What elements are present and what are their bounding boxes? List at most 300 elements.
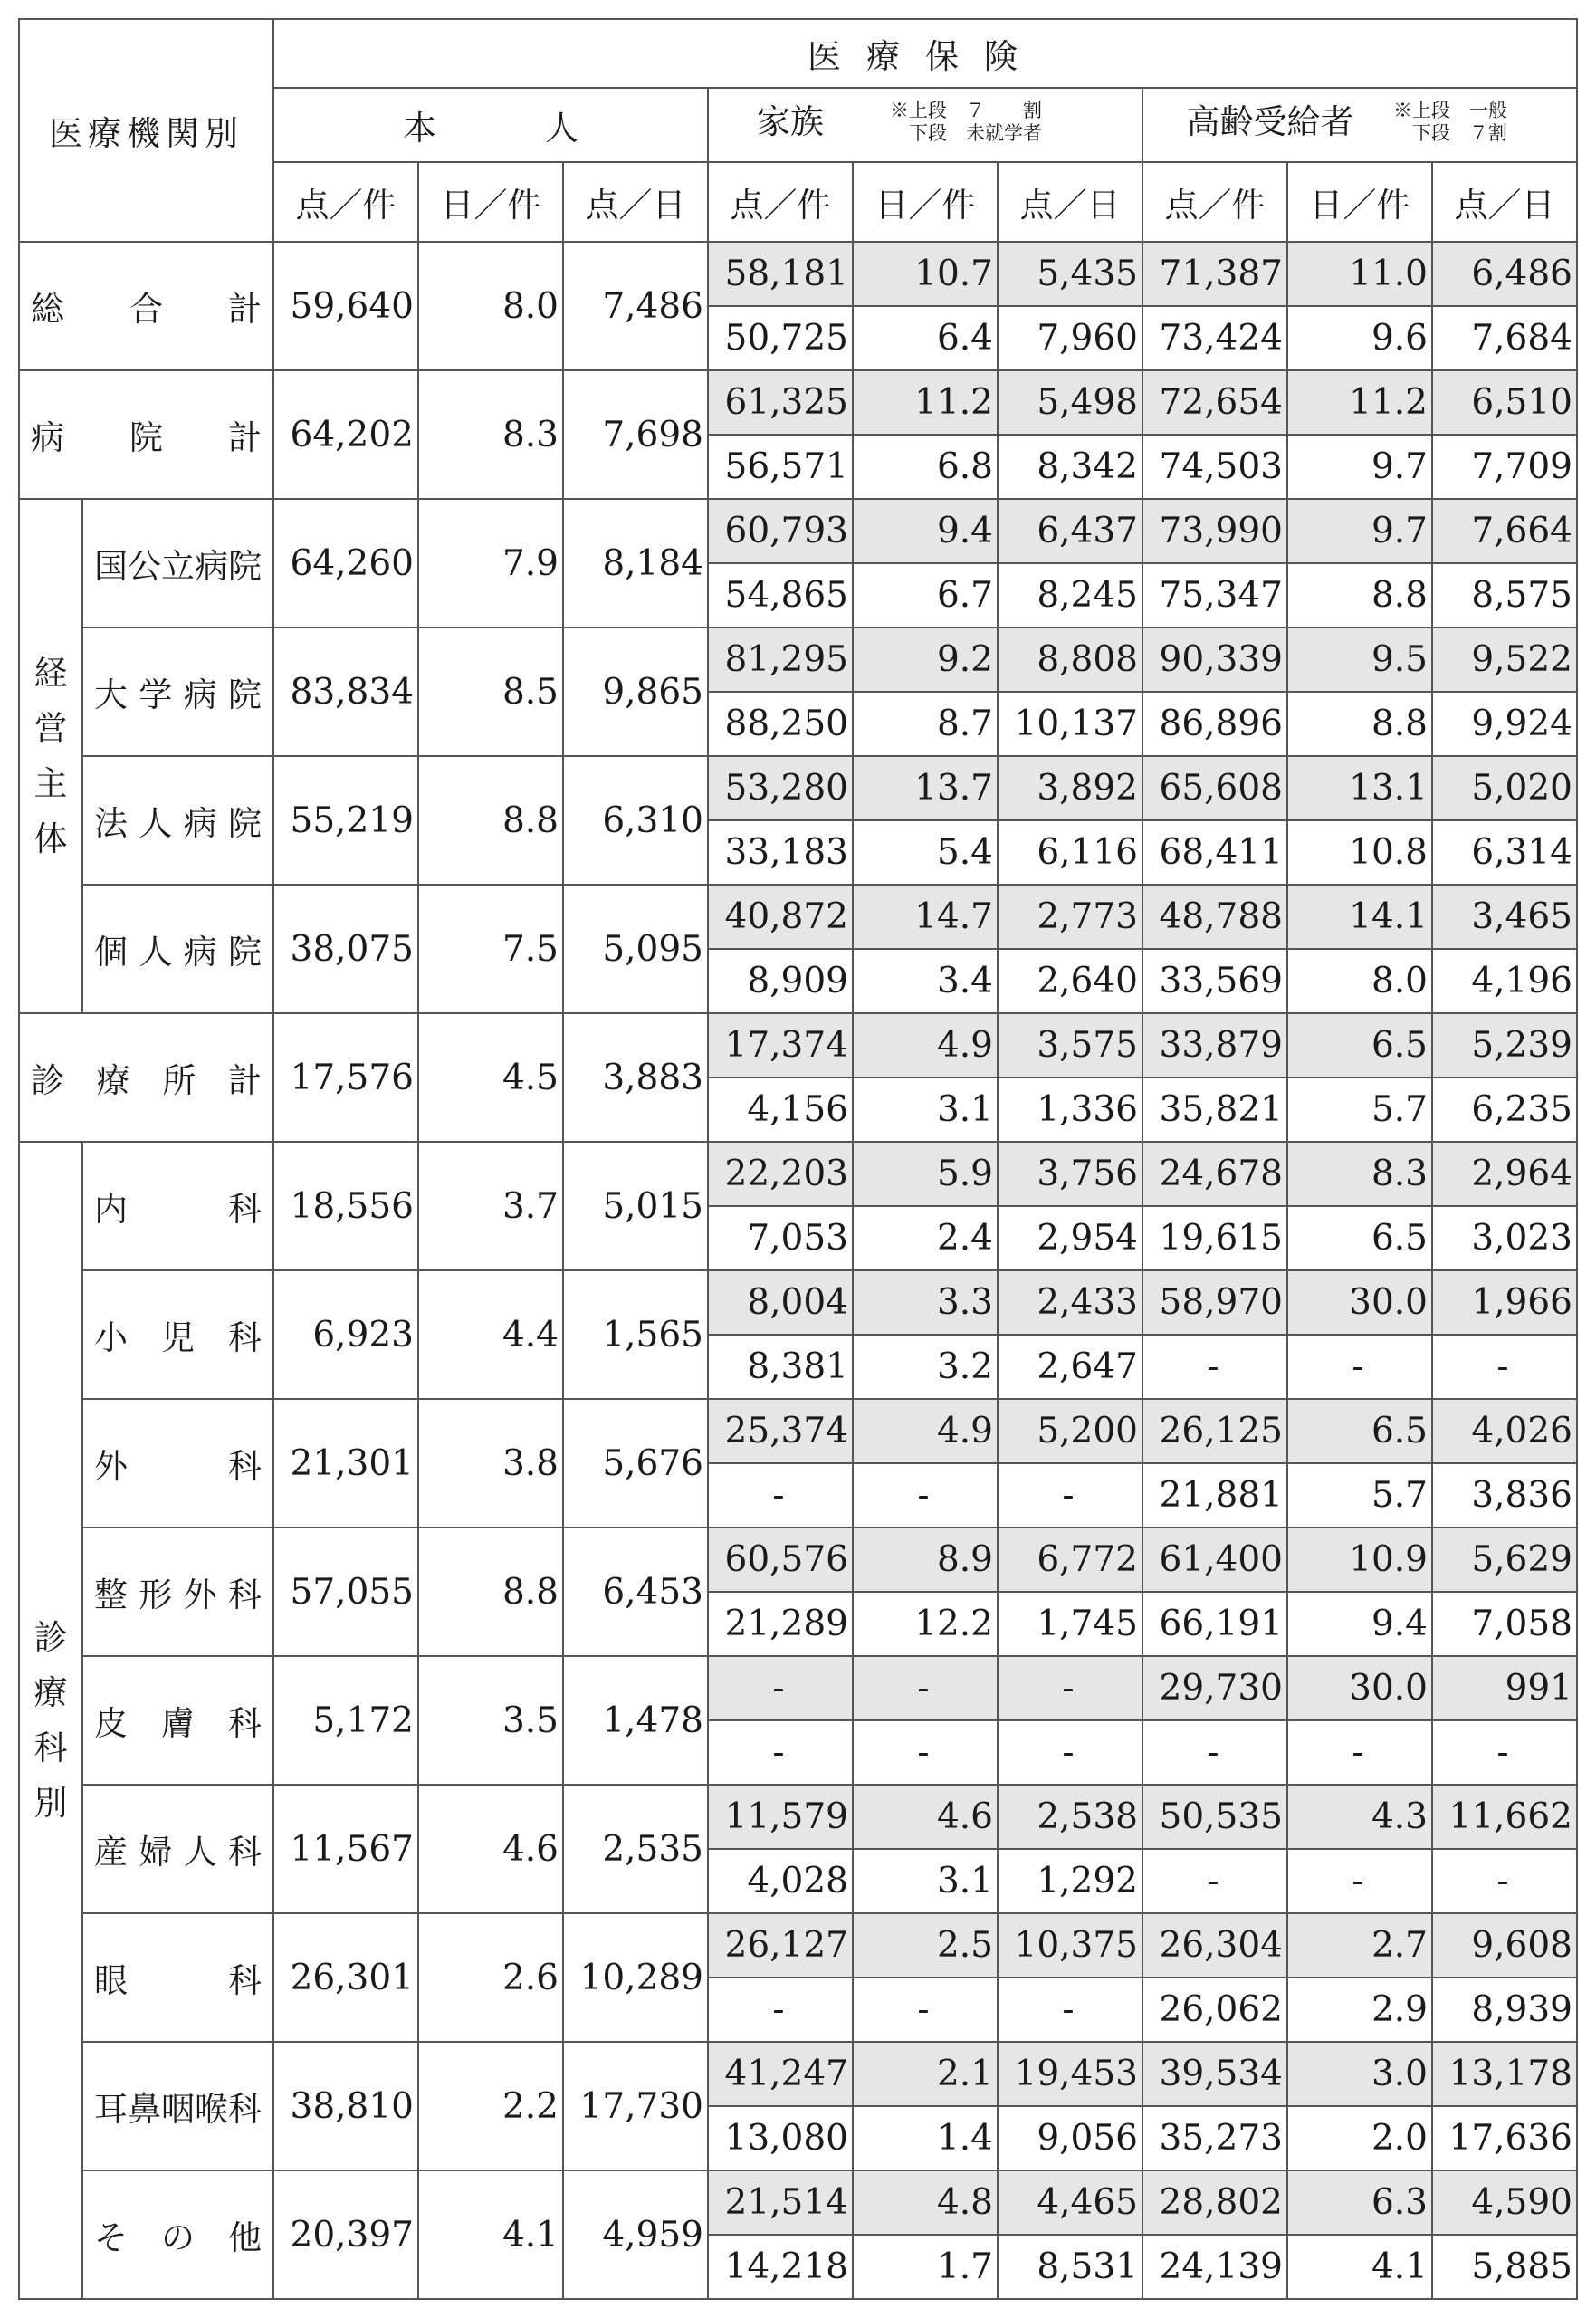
row-label-text: 整 形 外 科 bbox=[94, 1576, 262, 1614]
group-header-honnin bbox=[273, 88, 708, 162]
table-row bbox=[19, 2170, 1577, 2235]
value-cell: 5,200 bbox=[998, 1399, 1142, 1463]
value-cell: 2,647 bbox=[998, 1335, 1142, 1399]
row-label bbox=[82, 756, 273, 885]
table-row bbox=[19, 1399, 1577, 1463]
value-cell: 4,028 bbox=[708, 1849, 853, 1913]
value-cell: 2.4 bbox=[853, 1206, 998, 1270]
value-cell: 73,990 bbox=[1142, 499, 1287, 563]
value-cell: 5,629 bbox=[1432, 1528, 1577, 1592]
row-label bbox=[82, 1785, 273, 1913]
value-cell: 6.3 bbox=[1287, 2170, 1432, 2235]
value-cell: 1,565 bbox=[563, 1270, 708, 1399]
value-cell: 11,567 bbox=[273, 1785, 418, 1913]
value-cell: 68,411 bbox=[1142, 820, 1287, 885]
section-label: 経 営 主 体 bbox=[19, 499, 82, 1013]
value-cell: 6.5 bbox=[1287, 1399, 1432, 1463]
value-cell: 9.4 bbox=[853, 499, 998, 563]
value-cell: 9.2 bbox=[853, 627, 998, 692]
value-cell: 1,745 bbox=[998, 1592, 1142, 1656]
value-cell: 4.8 bbox=[853, 2170, 998, 2235]
value-cell: 13,080 bbox=[708, 2106, 853, 2170]
value-cell: 21,301 bbox=[273, 1399, 418, 1528]
value-cell: 7,960 bbox=[998, 306, 1142, 370]
value-cell: 3,465 bbox=[1432, 885, 1577, 949]
value-cell: 83,834 bbox=[273, 627, 418, 756]
value-cell: 22,203 bbox=[708, 1142, 853, 1206]
value-cell: - bbox=[708, 1463, 853, 1528]
value-cell: 7,684 bbox=[1432, 306, 1577, 370]
value-cell: 6.5 bbox=[1287, 1206, 1432, 1270]
table-row bbox=[19, 370, 1577, 435]
value-cell: 1,478 bbox=[563, 1656, 708, 1785]
value-cell: 3.8 bbox=[418, 1399, 563, 1528]
table-row bbox=[19, 1913, 1577, 1978]
section-label: 診 療 科 別 bbox=[19, 1142, 82, 2299]
value-cell: 24,139 bbox=[1142, 2235, 1287, 2299]
unit-header: 点／件 bbox=[1142, 162, 1287, 242]
value-cell: 56,571 bbox=[708, 435, 853, 499]
medical-fee-table bbox=[18, 18, 1578, 2300]
table-row bbox=[19, 1528, 1577, 1592]
value-cell: 90,339 bbox=[1142, 627, 1287, 692]
value-cell: 35,821 bbox=[1142, 1078, 1287, 1142]
value-cell: 8,245 bbox=[998, 563, 1142, 627]
value-cell: 11.0 bbox=[1287, 242, 1432, 306]
value-cell: 86,896 bbox=[1142, 692, 1287, 756]
value-cell: 9.5 bbox=[1287, 627, 1432, 692]
value-cell: 81,295 bbox=[708, 627, 853, 692]
value-cell: 60,576 bbox=[708, 1528, 853, 1592]
value-cell: 4.9 bbox=[853, 1399, 998, 1463]
row-label-text: 病 院 計 bbox=[31, 418, 262, 457]
row-label-text: 法 人 病 院 bbox=[94, 804, 262, 843]
value-cell: 25,374 bbox=[708, 1399, 853, 1463]
value-cell: 9,924 bbox=[1432, 692, 1577, 756]
value-cell: - bbox=[853, 1720, 998, 1785]
value-cell: 17,730 bbox=[563, 2042, 708, 2170]
value-cell: 8.8 bbox=[1287, 563, 1432, 627]
value-cell: 58,970 bbox=[1142, 1270, 1287, 1335]
value-cell: 24,678 bbox=[1142, 1142, 1287, 1206]
value-cell: - bbox=[1432, 1335, 1577, 1399]
value-cell: 8.8 bbox=[418, 756, 563, 885]
value-cell: 4,156 bbox=[708, 1078, 853, 1142]
value-cell: 2.7 bbox=[1287, 1913, 1432, 1978]
unit-header: 点／日 bbox=[563, 162, 708, 242]
value-cell: 3.7 bbox=[418, 1142, 563, 1270]
value-cell: 8,342 bbox=[998, 435, 1142, 499]
value-cell: 4.9 bbox=[853, 1013, 998, 1078]
value-cell: 3,756 bbox=[998, 1142, 1142, 1206]
value-cell: 2.2 bbox=[418, 2042, 563, 2170]
value-cell: 2,535 bbox=[563, 1785, 708, 1913]
table-row bbox=[19, 627, 1577, 692]
value-cell: 4.5 bbox=[418, 1013, 563, 1142]
value-cell: - bbox=[1287, 1720, 1432, 1785]
value-cell: 54,865 bbox=[708, 563, 853, 627]
value-cell: 5,239 bbox=[1432, 1013, 1577, 1078]
value-cell: - bbox=[853, 1463, 998, 1528]
value-cell: 3.3 bbox=[853, 1270, 998, 1335]
value-cell: 8,575 bbox=[1432, 563, 1577, 627]
value-cell: 7,664 bbox=[1432, 499, 1577, 563]
value-cell: 57,055 bbox=[273, 1528, 418, 1656]
value-cell: 5,015 bbox=[563, 1142, 708, 1270]
row-label bbox=[82, 1913, 273, 2042]
value-cell: 3.1 bbox=[853, 1078, 998, 1142]
value-cell: 8,808 bbox=[998, 627, 1142, 692]
value-cell: 6,437 bbox=[998, 499, 1142, 563]
value-cell: 4,196 bbox=[1432, 949, 1577, 1013]
value-cell: 8.9 bbox=[853, 1528, 998, 1592]
value-cell: 71,387 bbox=[1142, 242, 1287, 306]
value-cell: 9,608 bbox=[1432, 1913, 1577, 1978]
value-cell: 21,514 bbox=[708, 2170, 853, 2235]
value-cell: 2,964 bbox=[1432, 1142, 1577, 1206]
value-cell: 35,273 bbox=[1142, 2106, 1287, 2170]
value-cell: 30.0 bbox=[1287, 1270, 1432, 1335]
value-cell: 6,453 bbox=[563, 1528, 708, 1656]
value-cell: 7,698 bbox=[563, 370, 708, 499]
value-cell: 21,289 bbox=[708, 1592, 853, 1656]
value-cell: 2,954 bbox=[998, 1206, 1142, 1270]
value-cell: 9.6 bbox=[1287, 306, 1432, 370]
value-cell: 60,793 bbox=[708, 499, 853, 563]
value-cell: 19,615 bbox=[1142, 1206, 1287, 1270]
value-cell: 8,381 bbox=[708, 1335, 853, 1399]
value-cell: 13.7 bbox=[853, 756, 998, 820]
value-cell: 8.0 bbox=[1287, 949, 1432, 1013]
value-cell: 21,881 bbox=[1142, 1463, 1287, 1528]
value-cell: 13,178 bbox=[1432, 2042, 1577, 2106]
value-cell: 10,289 bbox=[563, 1913, 708, 2042]
value-cell: 9.7 bbox=[1287, 499, 1432, 563]
row-label-text: 産 婦 人 科 bbox=[94, 1833, 262, 1872]
value-cell: 11,662 bbox=[1432, 1785, 1577, 1849]
value-cell: - bbox=[708, 1656, 853, 1720]
value-cell: 2.1 bbox=[853, 2042, 998, 2106]
value-cell: 8.3 bbox=[418, 370, 563, 499]
value-cell: 3.1 bbox=[853, 1849, 998, 1913]
value-cell: 20,397 bbox=[273, 2170, 418, 2299]
value-cell: 33,569 bbox=[1142, 949, 1287, 1013]
value-cell: 73,424 bbox=[1142, 306, 1287, 370]
value-cell: 14.1 bbox=[1287, 885, 1432, 949]
row-label bbox=[82, 1270, 273, 1399]
value-cell: 88,250 bbox=[708, 692, 853, 756]
group-title-kazoku: 家族 bbox=[757, 102, 824, 141]
row-label bbox=[19, 370, 273, 499]
row-label bbox=[82, 499, 273, 627]
row-label bbox=[82, 2042, 273, 2170]
value-cell: 6.5 bbox=[1287, 1013, 1432, 1078]
value-cell: 2,433 bbox=[998, 1270, 1142, 1335]
row-label bbox=[82, 1399, 273, 1528]
value-cell: 11.2 bbox=[1287, 370, 1432, 435]
value-cell: 7,053 bbox=[708, 1206, 853, 1270]
value-cell: 8.8 bbox=[1287, 692, 1432, 756]
value-cell: 4.6 bbox=[418, 1785, 563, 1913]
value-cell: - bbox=[1142, 1720, 1287, 1785]
value-cell: 74,503 bbox=[1142, 435, 1287, 499]
value-cell: 3,883 bbox=[563, 1013, 708, 1142]
value-cell: 17,576 bbox=[273, 1013, 418, 1142]
value-cell: 7,486 bbox=[563, 242, 708, 370]
value-cell: 12.2 bbox=[853, 1592, 998, 1656]
value-cell: 6,116 bbox=[998, 820, 1142, 885]
value-cell: 3,023 bbox=[1432, 1206, 1577, 1270]
value-cell: - bbox=[708, 1720, 853, 1785]
value-cell: 1,292 bbox=[998, 1849, 1142, 1913]
value-cell: 5,435 bbox=[998, 242, 1142, 306]
value-cell: 10.9 bbox=[1287, 1528, 1432, 1592]
value-cell: 50,535 bbox=[1142, 1785, 1287, 1849]
value-cell: 991 bbox=[1432, 1656, 1577, 1720]
value-cell: 4,590 bbox=[1432, 2170, 1577, 2235]
value-cell: - bbox=[1432, 1720, 1577, 1785]
table-row bbox=[19, 499, 1577, 563]
value-cell: - bbox=[853, 1978, 998, 2042]
table-row bbox=[19, 1142, 1577, 1206]
value-cell: 53,280 bbox=[708, 756, 853, 820]
unit-header: 日／件 bbox=[853, 162, 998, 242]
value-cell: 4.4 bbox=[418, 1270, 563, 1399]
value-cell: 3,575 bbox=[998, 1013, 1142, 1078]
value-cell: - bbox=[1287, 1335, 1432, 1399]
value-cell: 8,531 bbox=[998, 2235, 1142, 2299]
table-row bbox=[19, 1656, 1577, 1720]
table-row bbox=[19, 756, 1577, 820]
value-cell: 72,654 bbox=[1142, 370, 1287, 435]
value-cell: 8.3 bbox=[1287, 1142, 1432, 1206]
value-cell: 5.9 bbox=[853, 1142, 998, 1206]
value-cell: - bbox=[998, 1720, 1142, 1785]
value-cell: 41,247 bbox=[708, 2042, 853, 2106]
value-cell: 2,538 bbox=[998, 1785, 1142, 1849]
unit-header: 点／件 bbox=[708, 162, 853, 242]
value-cell: 1,966 bbox=[1432, 1270, 1577, 1335]
value-cell: 4.1 bbox=[418, 2170, 563, 2299]
table-row bbox=[19, 1013, 1577, 1078]
value-cell: 8.7 bbox=[853, 692, 998, 756]
value-cell: 40,872 bbox=[708, 885, 853, 949]
value-cell: 5.4 bbox=[853, 820, 998, 885]
unit-header: 点／日 bbox=[998, 162, 1142, 242]
value-cell: 14,218 bbox=[708, 2235, 853, 2299]
value-cell: 61,400 bbox=[1142, 1528, 1287, 1592]
group-note-koureisha: ※上段 一般 下段 ７割 bbox=[1393, 100, 1507, 144]
row-label-text: 総 合 計 bbox=[31, 290, 262, 329]
row-label-text: 内 科 bbox=[94, 1190, 262, 1229]
value-cell: 26,301 bbox=[273, 1913, 418, 2042]
row-label bbox=[82, 1142, 273, 1270]
value-cell: 61,325 bbox=[708, 370, 853, 435]
group-note-kazoku: ※上段 ７ 割 下段 未就学者 bbox=[890, 100, 1042, 144]
value-cell: 26,125 bbox=[1142, 1399, 1287, 1463]
unit-header: 点／件 bbox=[273, 162, 418, 242]
value-cell: 2.6 bbox=[418, 1913, 563, 2042]
value-cell: 55,219 bbox=[273, 756, 418, 885]
value-cell: 8.5 bbox=[418, 627, 563, 756]
value-cell: 1,336 bbox=[998, 1078, 1142, 1142]
value-cell: 50,725 bbox=[708, 306, 853, 370]
value-cell: 26,304 bbox=[1142, 1913, 1287, 1978]
value-cell: 38,810 bbox=[273, 2042, 418, 2170]
value-cell: 33,879 bbox=[1142, 1013, 1287, 1078]
value-cell: 18,556 bbox=[273, 1142, 418, 1270]
value-cell: 2,640 bbox=[998, 949, 1142, 1013]
value-cell: 2.0 bbox=[1287, 2106, 1432, 2170]
insurance-header: 医療保険 bbox=[273, 19, 1577, 88]
value-cell: 66,191 bbox=[1142, 1592, 1287, 1656]
value-cell: 58,181 bbox=[708, 242, 853, 306]
value-cell: 4,465 bbox=[998, 2170, 1142, 2235]
value-cell: 6,510 bbox=[1432, 370, 1577, 435]
value-cell: 1.4 bbox=[853, 2106, 998, 2170]
value-cell: 10.7 bbox=[853, 242, 998, 306]
value-cell: 8,184 bbox=[563, 499, 708, 627]
value-cell: 28,802 bbox=[1142, 2170, 1287, 2235]
value-cell: - bbox=[1142, 1849, 1287, 1913]
row-label-text: 皮 膚 科 bbox=[94, 1704, 262, 1743]
value-cell: 6.7 bbox=[853, 563, 998, 627]
value-cell: 9,865 bbox=[563, 627, 708, 756]
value-cell: 4.3 bbox=[1287, 1785, 1432, 1849]
row-label-text: 国 公 立 病 院 bbox=[94, 547, 262, 586]
value-cell: 6,235 bbox=[1432, 1078, 1577, 1142]
value-cell: - bbox=[853, 1656, 998, 1720]
value-cell: 3.0 bbox=[1287, 2042, 1432, 2106]
value-cell: - bbox=[708, 1978, 853, 2042]
row-label-text: 大 学 病 院 bbox=[94, 675, 262, 714]
value-cell: 6,772 bbox=[998, 1528, 1142, 1592]
value-cell: 9.7 bbox=[1287, 435, 1432, 499]
value-cell: 5,885 bbox=[1432, 2235, 1577, 2299]
value-cell: 10.8 bbox=[1287, 820, 1432, 885]
value-cell: 8,004 bbox=[708, 1270, 853, 1335]
row-label bbox=[82, 627, 273, 756]
value-cell: 11.2 bbox=[853, 370, 998, 435]
value-cell: 3,836 bbox=[1432, 1463, 1577, 1528]
value-cell: 65,608 bbox=[1142, 756, 1287, 820]
unit-header: 日／件 bbox=[418, 162, 563, 242]
value-cell: 26,062 bbox=[1142, 1978, 1287, 2042]
row-label-text: そ の 他 bbox=[94, 2218, 262, 2257]
value-cell: 8.8 bbox=[418, 1528, 563, 1656]
value-cell: 6,314 bbox=[1432, 820, 1577, 885]
value-cell: 6.8 bbox=[853, 435, 998, 499]
value-cell: 5,095 bbox=[563, 885, 708, 1013]
value-cell: - bbox=[998, 1463, 1142, 1528]
table-row bbox=[19, 242, 1577, 306]
value-cell: - bbox=[998, 1978, 1142, 2042]
value-cell: 4.1 bbox=[1287, 2235, 1432, 2299]
value-cell: 26,127 bbox=[708, 1913, 853, 1978]
row-label bbox=[82, 1528, 273, 1656]
value-cell: 2.9 bbox=[1287, 1978, 1432, 2042]
value-cell: 17,636 bbox=[1432, 2106, 1577, 2170]
value-cell: 3.2 bbox=[853, 1335, 998, 1399]
value-cell: 30.0 bbox=[1287, 1656, 1432, 1720]
value-cell: 5,020 bbox=[1432, 756, 1577, 820]
value-cell: 5.7 bbox=[1287, 1463, 1432, 1528]
value-cell: 6,310 bbox=[563, 756, 708, 885]
value-cell: 17,374 bbox=[708, 1013, 853, 1078]
value-cell: 5,172 bbox=[273, 1656, 418, 1785]
value-cell: 7,709 bbox=[1432, 435, 1577, 499]
value-cell: 9.4 bbox=[1287, 1592, 1432, 1656]
table-row bbox=[19, 885, 1577, 949]
value-cell: 5,676 bbox=[563, 1399, 708, 1528]
value-cell: 2,773 bbox=[998, 885, 1142, 949]
value-cell: - bbox=[1142, 1335, 1287, 1399]
value-cell: 11,579 bbox=[708, 1785, 853, 1849]
value-cell: 38,075 bbox=[273, 885, 418, 1013]
row-label-text: 外 科 bbox=[94, 1447, 262, 1486]
row-label bbox=[82, 2170, 273, 2299]
value-cell: 8.0 bbox=[418, 242, 563, 370]
value-cell: 10,137 bbox=[998, 692, 1142, 756]
group-header-koureisha bbox=[1142, 88, 1577, 162]
row-label bbox=[82, 1656, 273, 1785]
value-cell: 29,730 bbox=[1142, 1656, 1287, 1720]
value-cell: 6,923 bbox=[273, 1270, 418, 1399]
row-label-text: 個 人 病 院 bbox=[94, 933, 262, 972]
value-cell: 3,892 bbox=[998, 756, 1142, 820]
value-cell: 7,058 bbox=[1432, 1592, 1577, 1656]
table-row bbox=[19, 2042, 1577, 2106]
value-cell: 5.7 bbox=[1287, 1078, 1432, 1142]
value-cell: 1.7 bbox=[853, 2235, 998, 2299]
row-label-text: 小 児 科 bbox=[94, 1318, 262, 1357]
value-cell: 64,260 bbox=[273, 499, 418, 627]
value-cell: 75,347 bbox=[1142, 563, 1287, 627]
unit-header: 日／件 bbox=[1287, 162, 1432, 242]
value-cell: 4,959 bbox=[563, 2170, 708, 2299]
value-cell: 6.4 bbox=[853, 306, 998, 370]
table-row bbox=[19, 1270, 1577, 1335]
value-cell: 59,640 bbox=[273, 242, 418, 370]
group-title-honnin: 本人 bbox=[403, 109, 687, 148]
unit-header: 点／日 bbox=[1432, 162, 1577, 242]
value-cell: 64,202 bbox=[273, 370, 418, 499]
row-label bbox=[19, 242, 273, 370]
value-cell: 6,486 bbox=[1432, 242, 1577, 306]
value-cell: 4,026 bbox=[1432, 1399, 1577, 1463]
value-cell: 48,788 bbox=[1142, 885, 1287, 949]
value-cell: 8,909 bbox=[708, 949, 853, 1013]
row-label-text: 診 療 所 計 bbox=[31, 1061, 262, 1100]
value-cell: 39,534 bbox=[1142, 2042, 1287, 2106]
row-label bbox=[82, 885, 273, 1013]
value-cell: 33,183 bbox=[708, 820, 853, 885]
value-cell: 8,939 bbox=[1432, 1978, 1577, 2042]
value-cell: 9,056 bbox=[998, 2106, 1142, 2170]
value-cell: 7.5 bbox=[418, 885, 563, 1013]
value-cell: 10,375 bbox=[998, 1913, 1142, 1978]
institution-header: 医療機関別 bbox=[19, 19, 273, 242]
row-label bbox=[19, 1013, 273, 1142]
value-cell: - bbox=[1432, 1849, 1577, 1913]
value-cell: 14.7 bbox=[853, 885, 998, 949]
value-cell: 4.6 bbox=[853, 1785, 998, 1849]
value-cell: 13.1 bbox=[1287, 756, 1432, 820]
value-cell: 5,498 bbox=[998, 370, 1142, 435]
group-header-kazoku bbox=[708, 88, 1142, 162]
value-cell: - bbox=[1287, 1849, 1432, 1913]
table-row bbox=[19, 1785, 1577, 1849]
